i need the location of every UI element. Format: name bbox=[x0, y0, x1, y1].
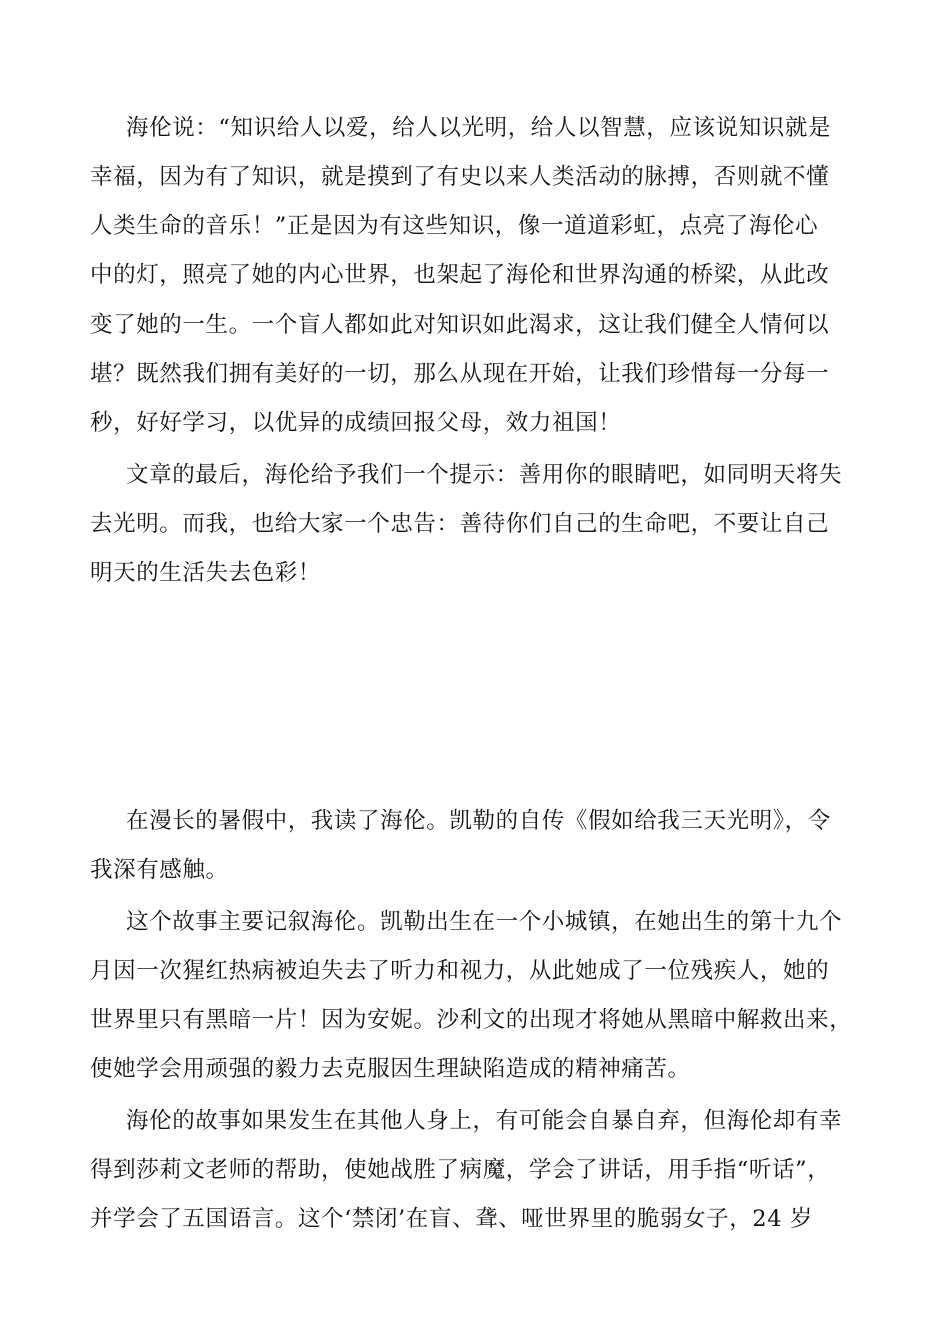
s1-p1-line-5: 变了她的一生。一个盲人都如此对知识如此渴求，这让我们健全人情何以 bbox=[90, 312, 830, 338]
s2-p3-line-1: 海伦的故事如果发生在其他人身上，有可能会自暴自弃，但海伦却有幸 bbox=[126, 1108, 843, 1134]
s2-p3-line-3: 并学会了五国语言。这个‘禁闭’在盲、聋、哑世界里的脆弱女子，24 岁 bbox=[90, 1206, 813, 1232]
s2-p2-line-3: 世界里只有黑暗一片！因为安妮。沙利文的出现才将她从黑暗中解救出来， bbox=[90, 1007, 853, 1033]
s2-p2-line-1: 这个故事主要记叙海伦。凯勒出生在一个小城镇，在她出生的第十九个 bbox=[126, 909, 843, 935]
s1-p1-line-1: 海伦说：“知识给人以爱，给人以光明，给人以智慧，应该说知识就是 bbox=[126, 115, 832, 141]
s1-p1-line-6: 堪？既然我们拥有美好的一切，那么从现在开始，让我们珍惜每一分每一 bbox=[90, 361, 830, 387]
s2-p3-line-2: 得到莎莉文老师的帮助，使她战胜了病魔，学会了讲话，用手指“听话”， bbox=[90, 1157, 831, 1183]
s1-p2-line-1: 文章的最后，海伦给予我们一个提示：善用你的眼睛吧，如同明天将失 bbox=[126, 462, 843, 488]
s2-p2-line-2: 月因一次猩红热病被迫失去了听力和视力，从此她成了一位残疾人，她的 bbox=[90, 958, 830, 984]
s1-p1-line-2: 幸福，因为有了知识，就是摸到了有史以来人类活动的脉搏，否则就不懂 bbox=[90, 164, 830, 190]
s1-p2-line-3: 明天的生活失去色彩！ bbox=[90, 560, 322, 586]
s1-p1-line-3: 人类生命的音乐！”正是因为有这些知识，像一道道彩虹，点亮了海伦心 bbox=[90, 213, 819, 239]
s2-p1-line-1: 在漫长的暑假中，我读了海伦。凯勒的自传《假如给我三天光明》，令 bbox=[126, 808, 831, 834]
s2-p1-line-2: 我深有感触。 bbox=[90, 857, 229, 883]
s1-p1-line-7: 秒，好好学习，以优异的成绩回报父母，效力祖国！ bbox=[90, 410, 622, 436]
s1-p2-line-2: 去光明。而我，也给大家一个忠告：善待你们自己的生命吧，不要让自己 bbox=[90, 511, 830, 537]
s1-p1-line-4: 中的灯，照亮了她的内心世界，也架起了海伦和世界沟通的桥梁，从此改 bbox=[90, 262, 830, 288]
s2-p2-line-4: 使她学会用顽强的毅力去克服因生理缺陷造成的精神痛苦。 bbox=[90, 1056, 691, 1082]
